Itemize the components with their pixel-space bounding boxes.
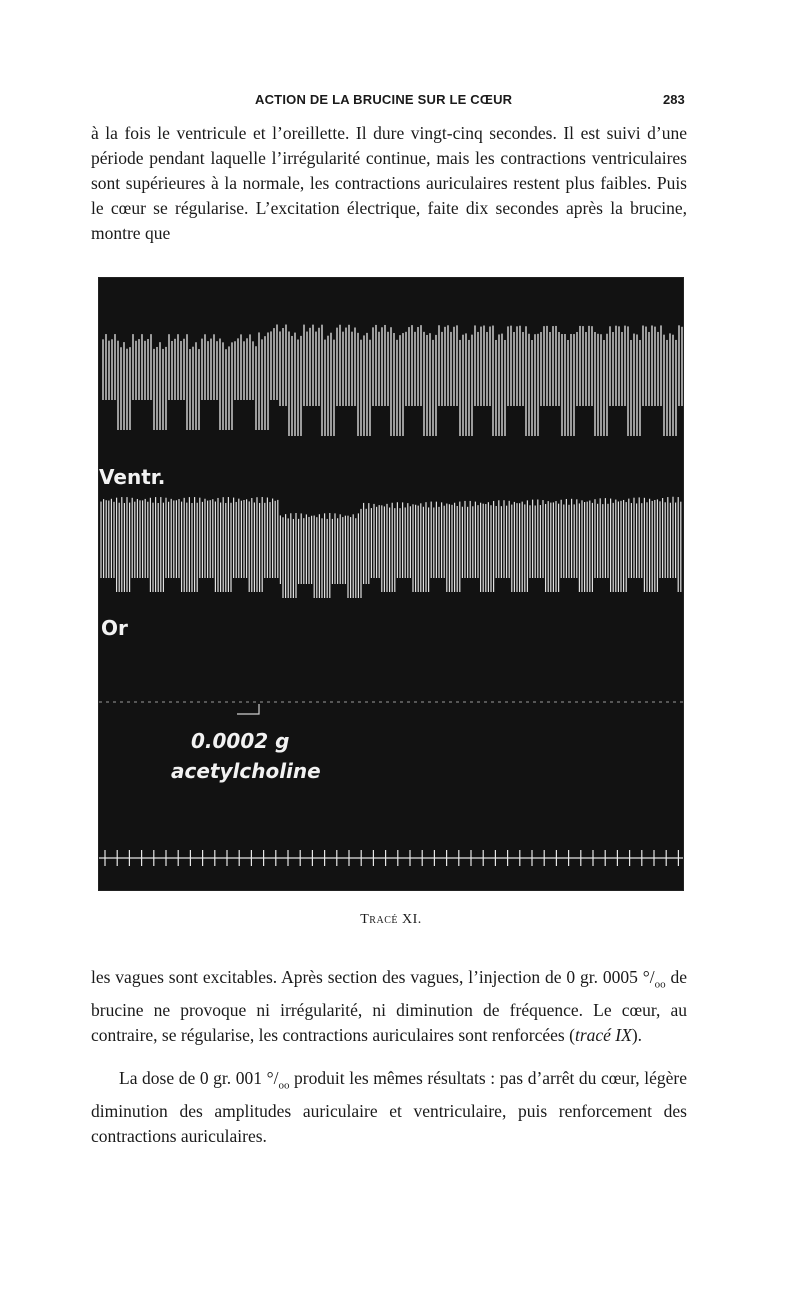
tracing-image [99,278,683,890]
paragraph-middle-part-3: ). [631,1024,643,1045]
annotation-dose: 0.0002 g [191,729,290,753]
paragraph-middle-part-1: les vagues sont excitables. Après section des vagues, l’injection de 0 gr. 0005 °/ [91,967,655,987]
cardiac-tracing-figure [99,278,683,890]
per-mille-sub: oo [278,1079,290,1092]
running-title: ACTION DE LA BRUCINE SUR LE CŒUR [255,92,513,107]
page-number: 283 [663,92,685,107]
figure-caption: Tracé XI. [360,912,422,927]
paragraph-middle-part-2: de brucine ne provoque ni irrégularité, ni diminution de fréquence. Le cœur, au contraire, se régularise, les contractions auriculaires sont renforcées ( [91,967,687,1045]
paragraph-middle [91,965,687,1048]
annotation-substance: acetylcholine [171,759,321,783]
paragraph-bottom-part-1: La dose de 0 gr. 001 °/ [119,1068,279,1088]
paragraph-bottom [91,1066,687,1149]
paragraph-bottom-part-2: produit les mêmes résultats : pas d’arrêt du cœur, légère diminution des amplitudes auriculaire et ventriculaire, puis renforcement des contractions auriculaires. [91,1068,687,1146]
label-ventricle: Ventr. [99,465,166,489]
label-auricle: Or [101,616,128,640]
per-mille-sub: oo [654,978,666,991]
trace-reference: tracé IX [574,1024,632,1045]
paragraph-top: à la fois le ventricule et l’oreillette. Il dure vingt-cinq secondes. Il est suivi d’une période pendant laquelle l’irrégularité continue, mais les contractions ventriculaires sont supérieures à la normale, les contractions auriculaires restent plus faibles. Puis le cœur se régularise. L’excitation électrique, faite dix secondes après la brucine, montre que [91,123,687,243]
